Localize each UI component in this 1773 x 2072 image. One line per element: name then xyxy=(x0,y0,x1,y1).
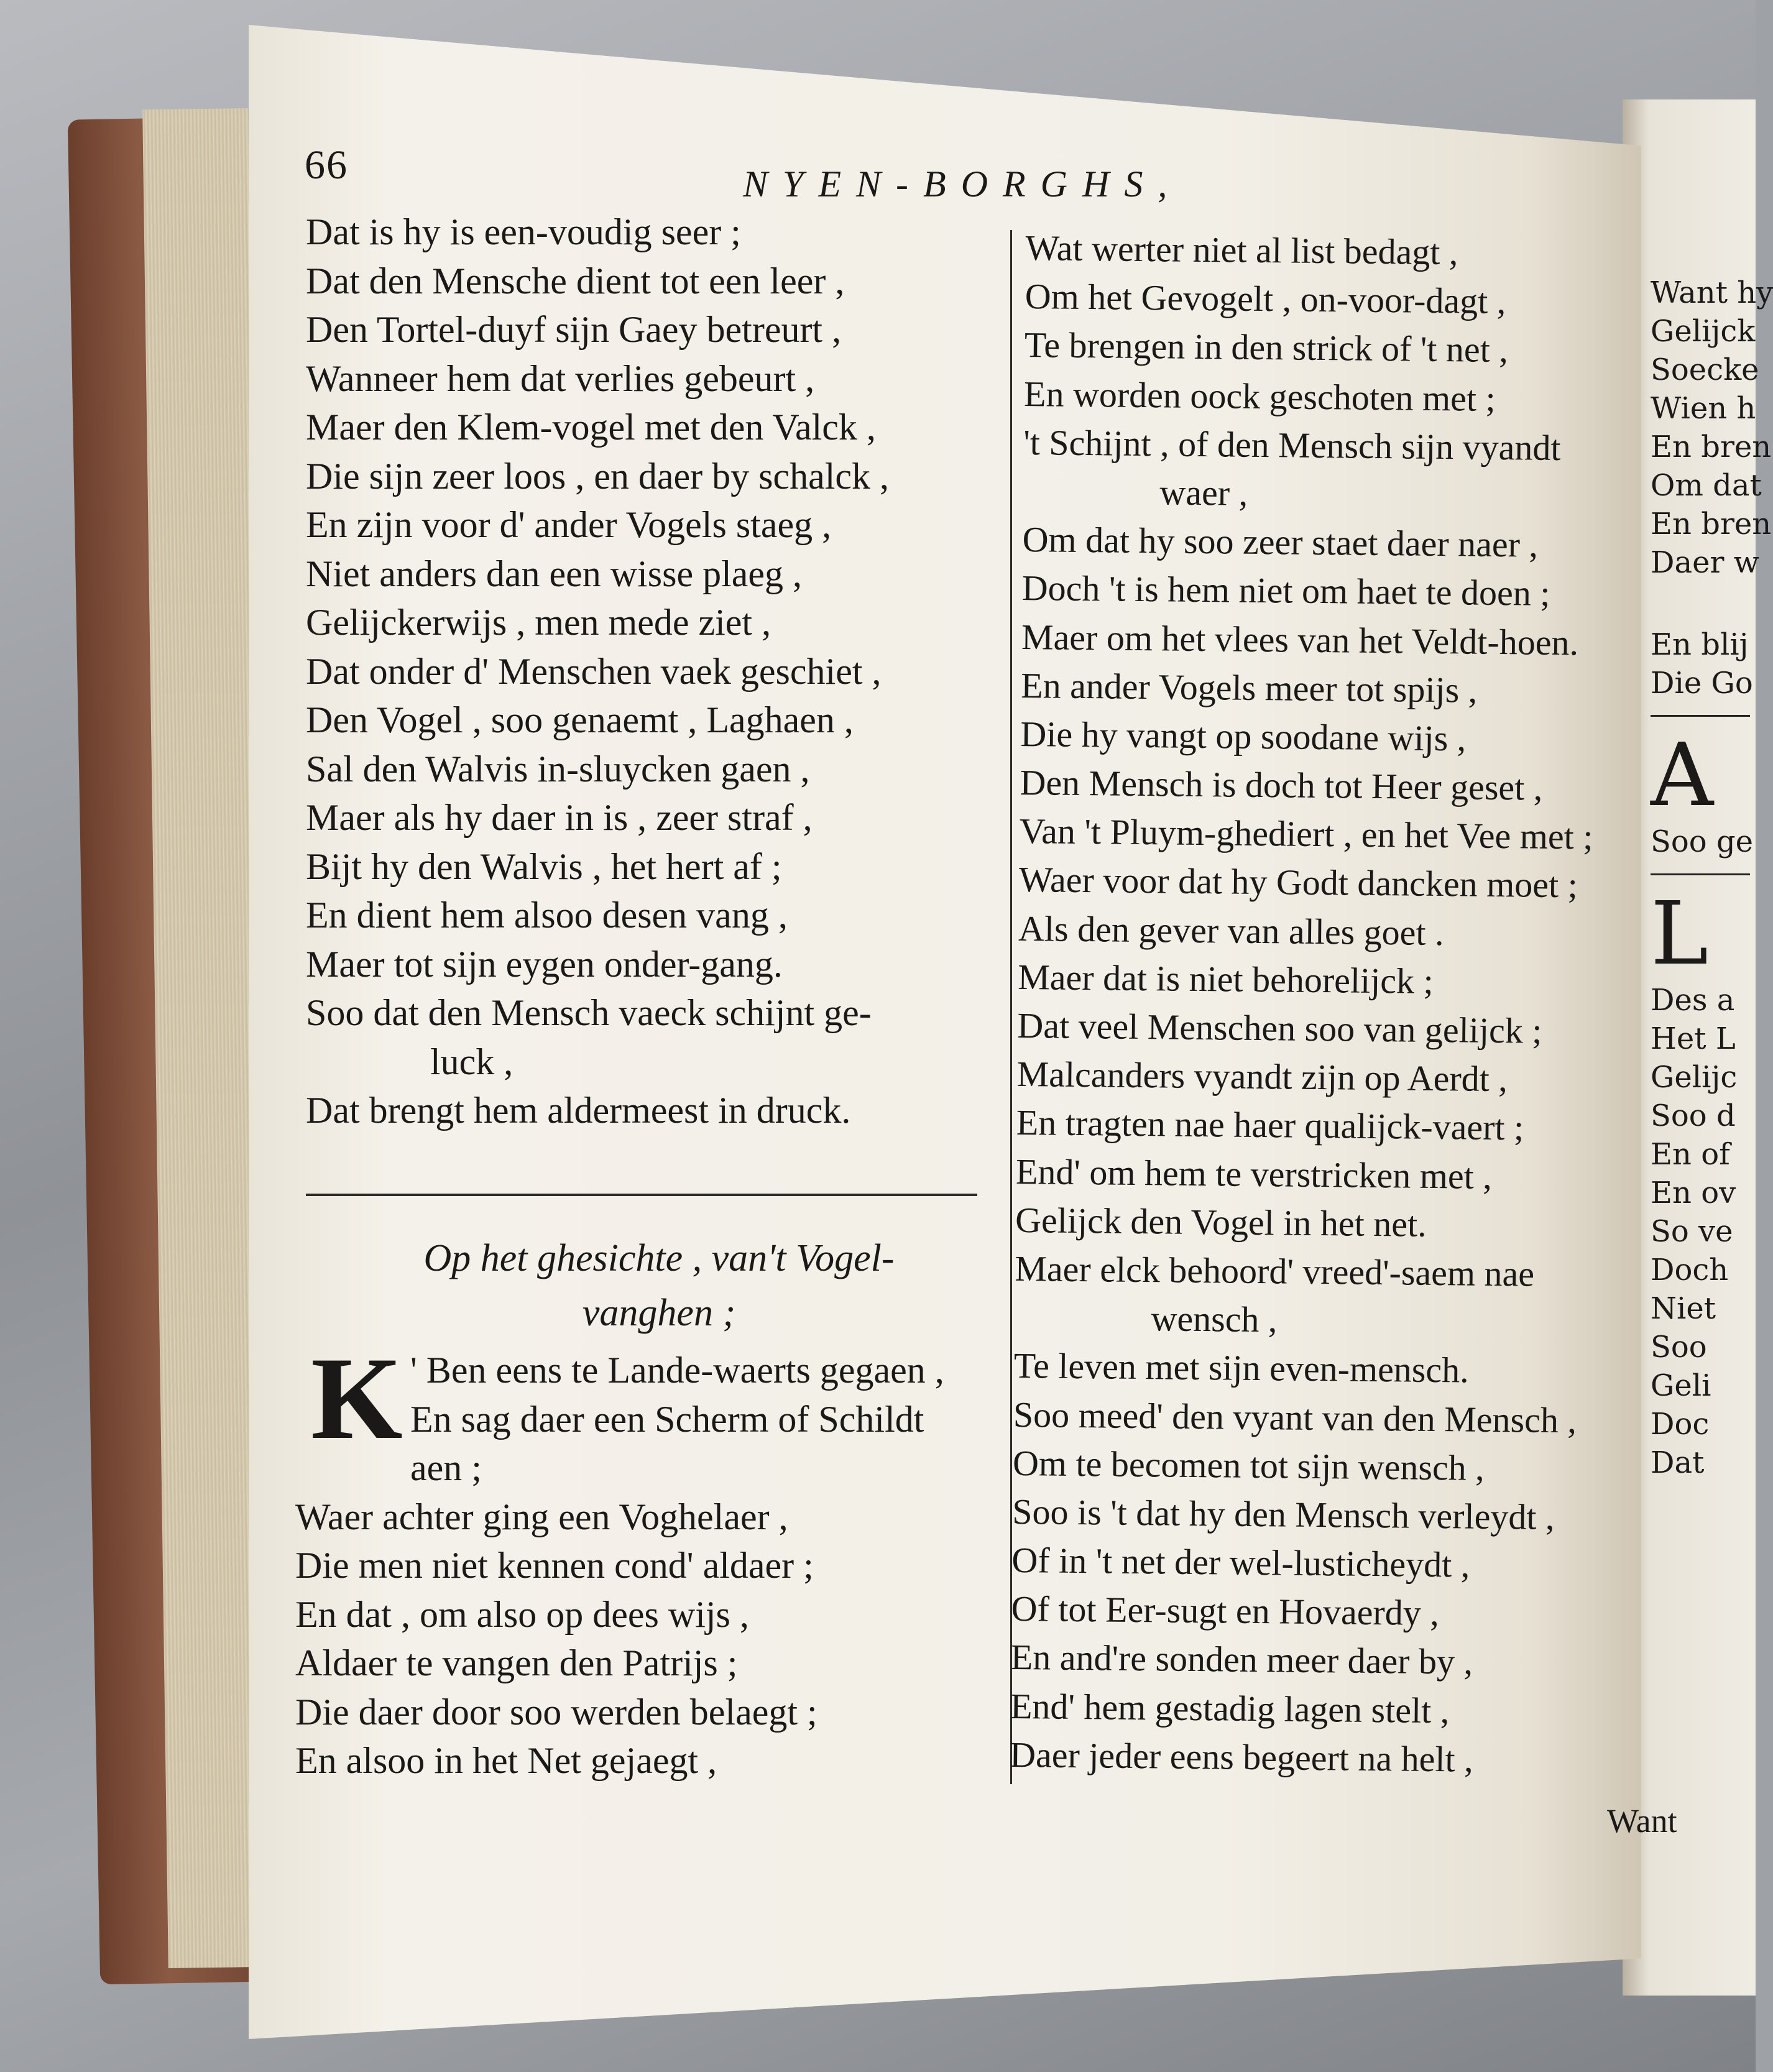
verse-line: Maer dat is niet behorelijck ; xyxy=(1017,956,1434,1001)
verse-line: Maer om het vlees van het Veldt-hoen. xyxy=(1021,616,1579,663)
verse-line: Die men niet kennen cond' aldaer ; xyxy=(295,1545,814,1586)
facing-page-line: En ov xyxy=(1651,1176,1736,1210)
section-title-line: vanghen ; xyxy=(582,1292,736,1334)
facing-page-line: Niet xyxy=(1651,1291,1716,1326)
facing-page-line: Doc xyxy=(1651,1407,1710,1442)
left-column-poem xyxy=(295,1333,1004,1785)
verse-line: Van 't Pluym-ghediert , en het Vee met ; xyxy=(1019,811,1593,857)
facing-page-line: En blij xyxy=(1651,627,1749,662)
verse-line: Wat werter niet al list bedagt , xyxy=(1025,227,1458,273)
facing-page-line: Die Go xyxy=(1651,666,1753,701)
verse-line: Maer als hy daer in is , zeer straf , xyxy=(306,797,813,838)
facing-page-line: Gelijc xyxy=(1651,1060,1738,1095)
verse-line: ' Ben eens te Lande-waerts gegaen , xyxy=(410,1350,944,1391)
verse-line: Niet anders dan een wisse plaeg , xyxy=(306,553,803,594)
verse-line: Te brengen in den strick of 't net , xyxy=(1024,325,1509,371)
facing-page-line: Soecke xyxy=(1651,352,1759,387)
facing-page-line: Wien h xyxy=(1651,391,1756,426)
verse-line: Soo meed' den vyant van den Mensch , xyxy=(1013,1394,1577,1440)
verse-line: Om te becomen tot sijn wensch , xyxy=(1012,1442,1485,1488)
facing-page-initial-l: L xyxy=(1651,883,1708,985)
verse-line: Malcanders vyandt zijn op Aerdt , xyxy=(1016,1054,1508,1100)
verse-line: Dat onder d' Menschen vaek geschiet , xyxy=(306,650,882,692)
verse-line: wensch , xyxy=(1151,1298,1278,1340)
verse-line: Te leven met sijn even-mensch. xyxy=(1013,1345,1470,1391)
verse-line: aen ; xyxy=(410,1447,482,1488)
facing-page-line: Daer w xyxy=(1651,545,1759,580)
catchword: Want xyxy=(1607,1802,1677,1839)
page-number: 66 xyxy=(305,142,348,188)
facing-page-line: Om dat xyxy=(1651,468,1762,503)
right-column-verse xyxy=(1010,224,1660,1786)
facing-page-line: Des a xyxy=(1651,983,1735,1018)
verse-line: Doch 't is hem niet om haet te doen ; xyxy=(1021,568,1550,614)
verse-line: Maer tot sijn eygen onder-gang. xyxy=(306,943,783,985)
verse-line: Gelijck den Vogel in het net. xyxy=(1015,1199,1427,1245)
facing-page-line: So ve xyxy=(1651,1214,1733,1249)
facing-page-line: Geli xyxy=(1651,1368,1711,1403)
verse-line: Maer den Klem-vogel met den Valck , xyxy=(306,407,876,448)
verse-line: Soo dat den Mensch vaeck schijnt ge- xyxy=(306,992,872,1033)
verse-line: En zijn voor d' ander Vogels staeg , xyxy=(306,504,832,545)
verse-line: Dat is hy is een-voudig seer ; xyxy=(306,211,741,252)
facing-page-line: Soo d xyxy=(1651,1098,1736,1133)
facing-page-line: En bren xyxy=(1651,430,1772,464)
facing-page-line: Dat xyxy=(1651,1445,1705,1480)
verse-line: Dat den Mensche dient tot een leer , xyxy=(306,260,845,302)
verse-line: Den Mensch is doch tot Heer geset , xyxy=(1020,762,1543,808)
verse-line: Of tot Eer-sugt en Hovaerdy , xyxy=(1011,1588,1440,1634)
verse-line: En and're sonden meer daer by , xyxy=(1010,1637,1473,1683)
verse-line: Wanneer hem dat verlies gebeurt , xyxy=(306,357,815,399)
verse-line: En ander Vogels meer tot spijs , xyxy=(1020,665,1478,711)
verse-line: Soo is 't dat hy den Mensch verleydt , xyxy=(1011,1491,1555,1537)
verse-line: waer , xyxy=(1159,472,1248,513)
verse-line: Om het Gevogelt , on-voor-dagt , xyxy=(1025,276,1506,322)
verse-line: Als den gever van alles goet . xyxy=(1018,908,1444,953)
facing-page-line: Want hy xyxy=(1651,275,1773,310)
verse-line: Daer jeder eens begeert na helt , xyxy=(1009,1734,1474,1780)
verse-line: En worden oock geschoten met ; xyxy=(1023,373,1496,419)
verse-line: Sal den Walvis in-sluycken gaen , xyxy=(306,748,810,790)
verse-line: Die daer door soo werden belaegt ; xyxy=(295,1691,817,1733)
verse-line: Gelijckerwijs , men mede ziet , xyxy=(306,602,771,643)
verse-line: Die hy vangt op soodane wijs , xyxy=(1020,713,1467,759)
verse-line: Of in 't net der wel-lusticheydt , xyxy=(1011,1539,1470,1585)
verse-line: Om dat hy soo zeer staet daer naer , xyxy=(1022,519,1539,565)
verse-line: Den Vogel , soo genaemt , Laghaen , xyxy=(306,699,854,740)
verse-line: Die sijn zeer loos , en daer by schalck , xyxy=(306,455,889,497)
section-title-line: Op het ghesichte , van't Vogel- xyxy=(423,1237,895,1279)
facing-page-rule xyxy=(1651,715,1750,717)
verse-line: Dat brengt hem aldermeest in druck. xyxy=(306,1090,851,1131)
facing-page-line: Doch xyxy=(1651,1253,1729,1287)
verse-line: End' hem gestadig lagen stelt , xyxy=(1010,1685,1450,1731)
facing-page-line: Gelijck xyxy=(1651,314,1756,349)
section-title xyxy=(361,1231,957,1340)
verse-line: En sag daer een Scherm of Schildt xyxy=(410,1398,924,1440)
facing-page-line: En bren xyxy=(1651,507,1772,541)
verse-line: Waer achter ging een Voghelaer , xyxy=(295,1496,788,1537)
verse-line: Dat veel Menschen soo van gelijck ; xyxy=(1017,1005,1542,1051)
verse-line: luck , xyxy=(430,1041,513,1082)
facing-page-rule xyxy=(1651,873,1750,875)
verse-line: Aldaer te vangen den Patrijs ; xyxy=(295,1642,738,1683)
left-column-verse xyxy=(306,208,1002,1135)
drop-cap: K xyxy=(311,1333,403,1464)
verse-line: End' om hem te verstricken met , xyxy=(1015,1151,1493,1197)
verse-line: 't Schijnt , of den Mensch sijn vyandt xyxy=(1023,421,1561,468)
facing-page-text xyxy=(1651,274,1773,1952)
facing-page-line: Soo ge xyxy=(1651,824,1754,859)
verse-line: Bijt hy den Walvis , het hert af ; xyxy=(306,845,782,887)
verse-line: En tragten nae haer qualijck-vaert ; xyxy=(1016,1102,1524,1148)
verse-line: Waer voor dat hy Godt dancken moet ; xyxy=(1018,859,1578,906)
verse-line: Maer elck behoord' vreed'-saem nae xyxy=(1015,1248,1535,1294)
facing-page-line: Het L xyxy=(1651,1021,1736,1056)
verse-line: En dient hem alsoo desen vang , xyxy=(306,895,788,936)
facing-page-line: En of xyxy=(1651,1137,1730,1172)
verse-line: Den Tortel-duyf sijn Gaey betreurt , xyxy=(306,309,842,350)
running-head: NYEN-BORGHS, xyxy=(743,163,1182,205)
verse-line: En dat , om also op dees wijs , xyxy=(295,1593,749,1635)
verse-line: En alsoo in het Net gejaegt , xyxy=(295,1740,717,1781)
section-rule xyxy=(306,1194,977,1196)
facing-page-line: Soo xyxy=(1651,1330,1707,1365)
facing-page-initial-a: A xyxy=(1651,725,1714,826)
